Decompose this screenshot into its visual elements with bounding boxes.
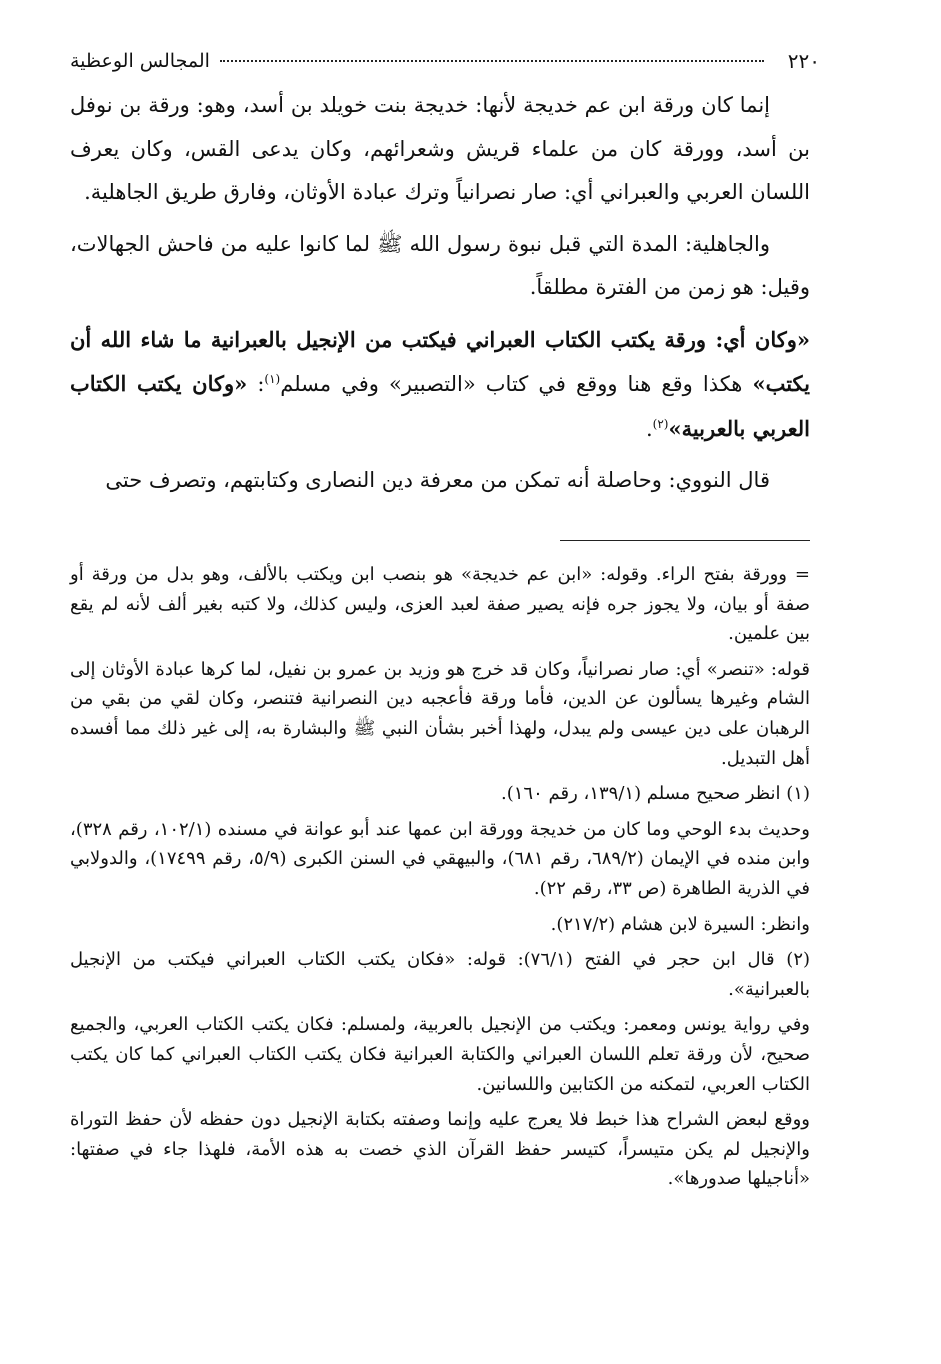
footnote-separator xyxy=(560,540,810,541)
footnote-tanassar: قوله: «تنصر» أي: صار نصرانياً، وكان قد خرج هو وزيد بن عمرو بن نفيل، لما كرها عبادة الأوثان إلى الشام وغيرها يسألون عن الدين، فأما ورقة فأعجبه دين النصرانية فتنصر، وكان لقي من بقي من الرهبان على دين عيسى ولم يبدل، ولهذا أخبر بشأن النبي ﷺ والبشارة به، إلى غير ذلك مما أفسده أهل التبديل. xyxy=(70,658,810,769)
footnote-1-see-also: وانظر: السيرة لابن هشام (٢١٧/٢). xyxy=(550,913,810,935)
footnote-2: (٢) قال ابن حجر في الفتح (٧٦/١): قوله: «فكان يكتب الكتاب العبراني فيكتب من الإنجيل بالعبرانية». xyxy=(70,949,811,1000)
quote-bold-b: «وكان يكتب الكتاب العربي بالعربية» xyxy=(70,371,810,441)
footnote-2-remark: ووقع لبعض الشراح هذا خبط فلا يعرج عليه وإنما وصفته بكتابة الإنجيل دون حفظه لأن حفظ التوراة والإنجيل لم يكن متيسراً، كتيسر حفظ القرآن الذي خصت به هذه الأمة، فلهذا جاء في صفتها: «أناجيلها صدورها». xyxy=(70,1109,810,1190)
footnote-1: (١) انظر صحيح مسلم (١٣٩/١، رقم ١٦٠). xyxy=(501,783,810,805)
page-number: ٢٢٠ xyxy=(787,49,820,73)
paragraph-3-text-b: : xyxy=(247,372,265,396)
paragraph-4: قال النووي: وحاصلة أنه تمكن من معرفة دين النصارى وكتابتهم، وتصرف حتى xyxy=(105,468,770,492)
paragraph-2: والجاهلية: المدة التي قبل نبوة رسول الله ﷺ لما كانوا عليه من فاحش الجهالات، وقيل: هو زمن من الفترة مطلقاً. xyxy=(70,231,810,299)
footnote-ref-2: (٢) xyxy=(652,416,669,431)
paragraph-3-end: . xyxy=(645,416,653,441)
footnote-2-narrations: وفي رواية يونس ومعمر: ويكتب من الإنجيل بالعربية، ولمسلم: فكان يكتب الكتاب العربي، والجميع صحيح، لأن ورقة تعلم اللسان العبراني والكتابة العبرانية فكان يكتب الكتاب العبراني كما كان يكتب الكتاب العربي، لتمكنه من الكتابين واللسانين. xyxy=(70,1014,810,1095)
quote-bold-a: «وكان أي: ورقة يكتب الكتاب العبراني فيكتب من الإنجيل بالعبرانية ما شاء الله أن يكتب» xyxy=(70,326,810,396)
paragraph-3-text-a: هكذا وقع هنا ووقع في كتاب «التصبير» وفي مسلم xyxy=(280,372,753,396)
footnote-1-sources: وحديث بدء الوحي وما كان من خديجة وورقة ابن عمها عند أبو عوانة في مسنده (١٠٢/١، رقم ٣٢٨)، وابن منده في الإيمان (٦٨٩/٢، رقم ٦٨١)، والبيهقي في السنن الكبرى (٥/٩، رقم ١٧٤٩٩)، والدولابي في الذرية الطاهرة (ص ٣٣، رقم ٢٢). xyxy=(70,818,811,899)
footnote-continuation: = وورقة بفتح الراء. وقوله: «ابن عم خديجة» هو بنصب ابن ويكتب بالألف، وهو بدل من ورقة أو صفة أو بيان، ولا يجوز جره فإنه يصير صفة لعبد العزى، وليس كذلك، ولا كتبه بغير ألف لأنه لم يقع بين علمين. xyxy=(70,564,810,645)
main-text xyxy=(70,84,810,511)
footnote-ref-1: (١) xyxy=(264,372,281,386)
paragraph-1: إنما كان ورقة ابن عم خديجة لأنها: خديجة بنت خويلد بن أسد، وهو: ورقة بن نوفل بن أسد، وورقة كان من علماء قريش وشعرائهم، وكان يدعى القس، وكان يعرف اللسان العربي والعبراني أي: صار نصرانياً وترك عبادة الأوثان، وفارق طريق الجاهلية. xyxy=(70,93,810,204)
page-header xyxy=(70,44,820,78)
running-title: المجالس الوعظية xyxy=(70,50,210,72)
paragraph-3 xyxy=(70,318,810,452)
header-dotted-leader xyxy=(220,60,764,62)
footnotes xyxy=(70,560,810,1200)
